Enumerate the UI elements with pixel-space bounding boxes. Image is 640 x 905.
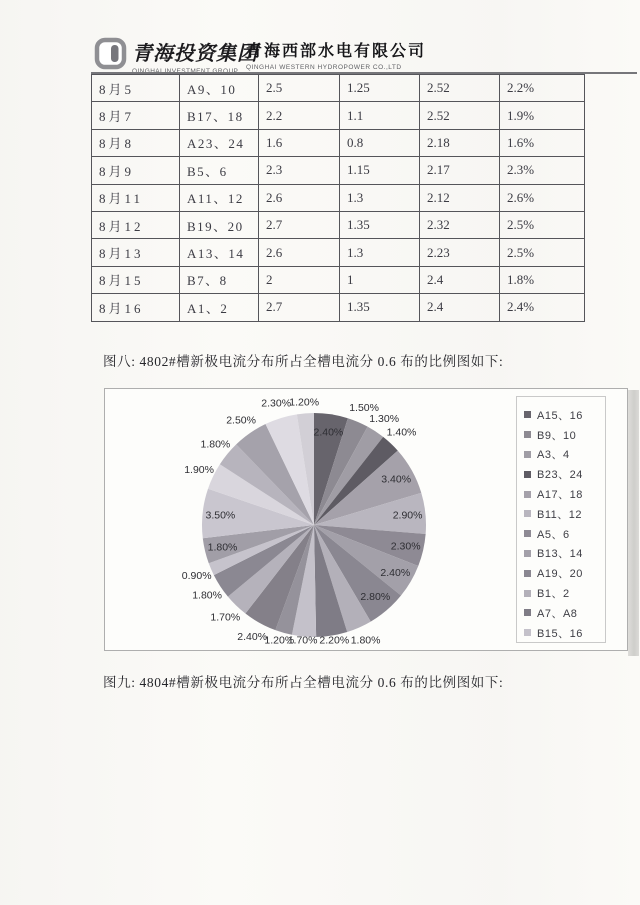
table-cell: 2.7 <box>259 211 340 238</box>
table-cell: 2.12 <box>420 184 500 211</box>
pie-slice-label: 2.80% <box>360 590 391 603</box>
pie-slice-label: 1.80% <box>207 541 238 554</box>
table-cell: 8月7 <box>92 102 180 129</box>
legend-item <box>517 583 605 603</box>
table-cell: B7、8 <box>180 266 259 293</box>
table-cell: B17、18 <box>180 102 259 129</box>
legend-label: B23、24 <box>537 469 583 482</box>
legend-label: A19、20 <box>537 568 583 581</box>
pie-slice-label: 2.40% <box>237 631 268 644</box>
pie-chart-box <box>104 388 628 651</box>
brand-name-cn: 青海投资集团 <box>132 43 258 65</box>
legend-item <box>517 603 605 623</box>
legend-label: B15、16 <box>537 627 583 640</box>
pie-slice-label: 2.30% <box>261 397 292 410</box>
table-cell: 1.8% <box>500 266 585 293</box>
pie-slice-label: 1.70% <box>287 634 318 647</box>
table-cell: 1.6 <box>259 129 340 156</box>
table-cell: 2.6% <box>500 184 585 211</box>
legend-label: B9、10 <box>537 429 577 442</box>
company-name-cn: 青海西部水电有限公司 <box>246 43 427 60</box>
pie-slice-label: 1.70% <box>210 611 241 624</box>
brand-block <box>132 37 258 75</box>
pie-slice-label: 2.20% <box>319 634 350 647</box>
table-cell: 8月12 <box>92 211 180 238</box>
legend-label: B11、12 <box>537 508 582 521</box>
table-cell: 1 <box>340 266 420 293</box>
legend-item <box>517 464 605 484</box>
table-cell: 1.3 <box>340 239 420 266</box>
table-cell: A23、24 <box>180 129 259 156</box>
table-cell: 2.23 <box>420 239 500 266</box>
table-cell: A1、2 <box>180 294 259 321</box>
table-cell: 2.6 <box>259 184 340 211</box>
legend-item <box>517 563 605 583</box>
pie-slice-label: 2.40% <box>313 426 344 439</box>
pie-slice-label: 2.30% <box>390 540 421 553</box>
scan-edge-artifact <box>628 390 639 656</box>
legend-swatch-icon <box>524 491 531 498</box>
current-distribution-table <box>91 74 585 322</box>
table-cell: 2.18 <box>420 129 500 156</box>
company-name-en: QINGHAI WESTERN HYDROPOWER CO.,LTD <box>246 64 402 71</box>
table-cell: 1.25 <box>340 75 420 102</box>
legend-swatch-icon <box>524 510 531 517</box>
legend-swatch-icon <box>524 629 531 636</box>
table-cell: 8月15 <box>92 266 180 293</box>
table-row <box>92 102 585 129</box>
table-row <box>92 184 585 211</box>
table-cell: 2.3% <box>500 157 585 184</box>
table-row <box>92 266 585 293</box>
pie-slice-label: 1.20% <box>289 396 320 409</box>
pie-slice-label: 3.40% <box>381 473 412 486</box>
legend-item <box>517 445 605 465</box>
table-cell: A11、12 <box>180 184 259 211</box>
table-cell: 1.9% <box>500 102 585 129</box>
table-cell: 2.4 <box>420 294 500 321</box>
legend-item <box>517 405 605 425</box>
table-cell: B5、6 <box>180 157 259 184</box>
legend-item <box>517 524 605 544</box>
table-cell: 0.8 <box>340 129 420 156</box>
legend-swatch-icon <box>524 471 531 478</box>
table-cell: 2 <box>259 266 340 293</box>
table-cell: 2.5% <box>500 211 585 238</box>
legend-label: B1、2 <box>537 588 570 601</box>
table-cell: 2.6 <box>259 239 340 266</box>
table-cell: A13、14 <box>180 239 259 266</box>
legend-label: A15、16 <box>537 409 583 422</box>
table-cell: 1.35 <box>340 294 420 321</box>
table-cell: 2.7 <box>259 294 340 321</box>
pie-slice-label: 1.30% <box>369 412 400 425</box>
legend-swatch-icon <box>524 590 531 597</box>
table-row <box>92 157 585 184</box>
table-cell: 8月9 <box>92 157 180 184</box>
figure9-caption: 图九: 4804#槽新极电流分布所占全槽电流分 0.6 布的比例图如下: <box>103 675 504 690</box>
table-cell: 2.5% <box>500 239 585 266</box>
legend-item <box>517 623 605 643</box>
table-cell: 1.15 <box>340 157 420 184</box>
table-cell: 1.3 <box>340 184 420 211</box>
pie-slice-label: 1.50% <box>349 402 379 415</box>
table-cell: 1.1 <box>340 102 420 129</box>
table-row <box>92 239 585 266</box>
table-cell: 2.4 <box>420 266 500 293</box>
table-cell: 2.52 <box>420 75 500 102</box>
table-cell: 8月11 <box>92 184 180 211</box>
table-row <box>92 294 585 321</box>
pie-slice-label: 2.50% <box>226 414 256 427</box>
legend-swatch-icon <box>524 431 531 438</box>
legend-item <box>517 425 605 445</box>
pie-slice-label: 1.80% <box>350 634 381 647</box>
table-row <box>92 211 585 238</box>
table-cell: B19、20 <box>180 211 259 238</box>
legend-label: B13、14 <box>537 548 583 561</box>
table-cell: 8月8 <box>92 129 180 156</box>
legend-swatch-icon <box>524 570 531 577</box>
company-block <box>246 38 426 71</box>
pie-slice-label: 1.80% <box>192 589 222 602</box>
legend-label: A5、6 <box>537 528 570 541</box>
chart-legend <box>516 396 606 643</box>
legend-label: A3、4 <box>537 449 570 462</box>
legend-swatch-icon <box>524 550 531 557</box>
table-cell: 8月5 <box>92 75 180 102</box>
legend-swatch-icon <box>524 451 531 458</box>
table-cell: 2.52 <box>420 102 500 129</box>
legend-label: A7、A8 <box>537 607 578 620</box>
pie-slice-label: 1.40% <box>386 426 417 439</box>
figure8-caption: 图八: 4802#槽新极电流分布所占全槽电流分 0.6 布的比例图如下: <box>103 354 504 369</box>
table-cell: 1.6% <box>500 129 585 156</box>
legend-swatch-icon <box>524 411 531 418</box>
table-cell: 2.3 <box>259 157 340 184</box>
table-row <box>92 129 585 156</box>
table-cell: 8月16 <box>92 294 180 321</box>
table-cell: 2.2 <box>259 102 340 129</box>
legend-item <box>517 544 605 564</box>
legend-label: A17、18 <box>537 489 583 502</box>
pie-slice-label: 1.80% <box>200 438 231 451</box>
company-logo-icon <box>94 37 128 71</box>
pie-slice-label: 2.90% <box>392 509 423 522</box>
table-cell: 2.4% <box>500 294 585 321</box>
table-cell: A9、10 <box>180 75 259 102</box>
pie-slice-label: 1.90% <box>184 463 214 476</box>
data-table-body <box>92 75 585 322</box>
table-cell: 2.32 <box>420 211 500 238</box>
pie-slice-label: 0.90% <box>181 570 212 582</box>
legend-item <box>517 504 605 524</box>
legend-swatch-icon <box>524 609 531 616</box>
table-cell: 2.5 <box>259 75 340 102</box>
pie-slice-label: 1.20% <box>264 634 295 647</box>
table-cell: 2.17 <box>420 157 500 184</box>
table-cell: 2.2% <box>500 75 585 102</box>
pie-slice-label: 3.50% <box>205 509 236 522</box>
legend-swatch-icon <box>524 530 531 537</box>
table-cell: 1.35 <box>340 211 420 238</box>
table-row <box>92 75 585 102</box>
pie-slice-label: 2.40% <box>380 566 411 579</box>
table-cell: 8月13 <box>92 239 180 266</box>
legend-item <box>517 484 605 504</box>
